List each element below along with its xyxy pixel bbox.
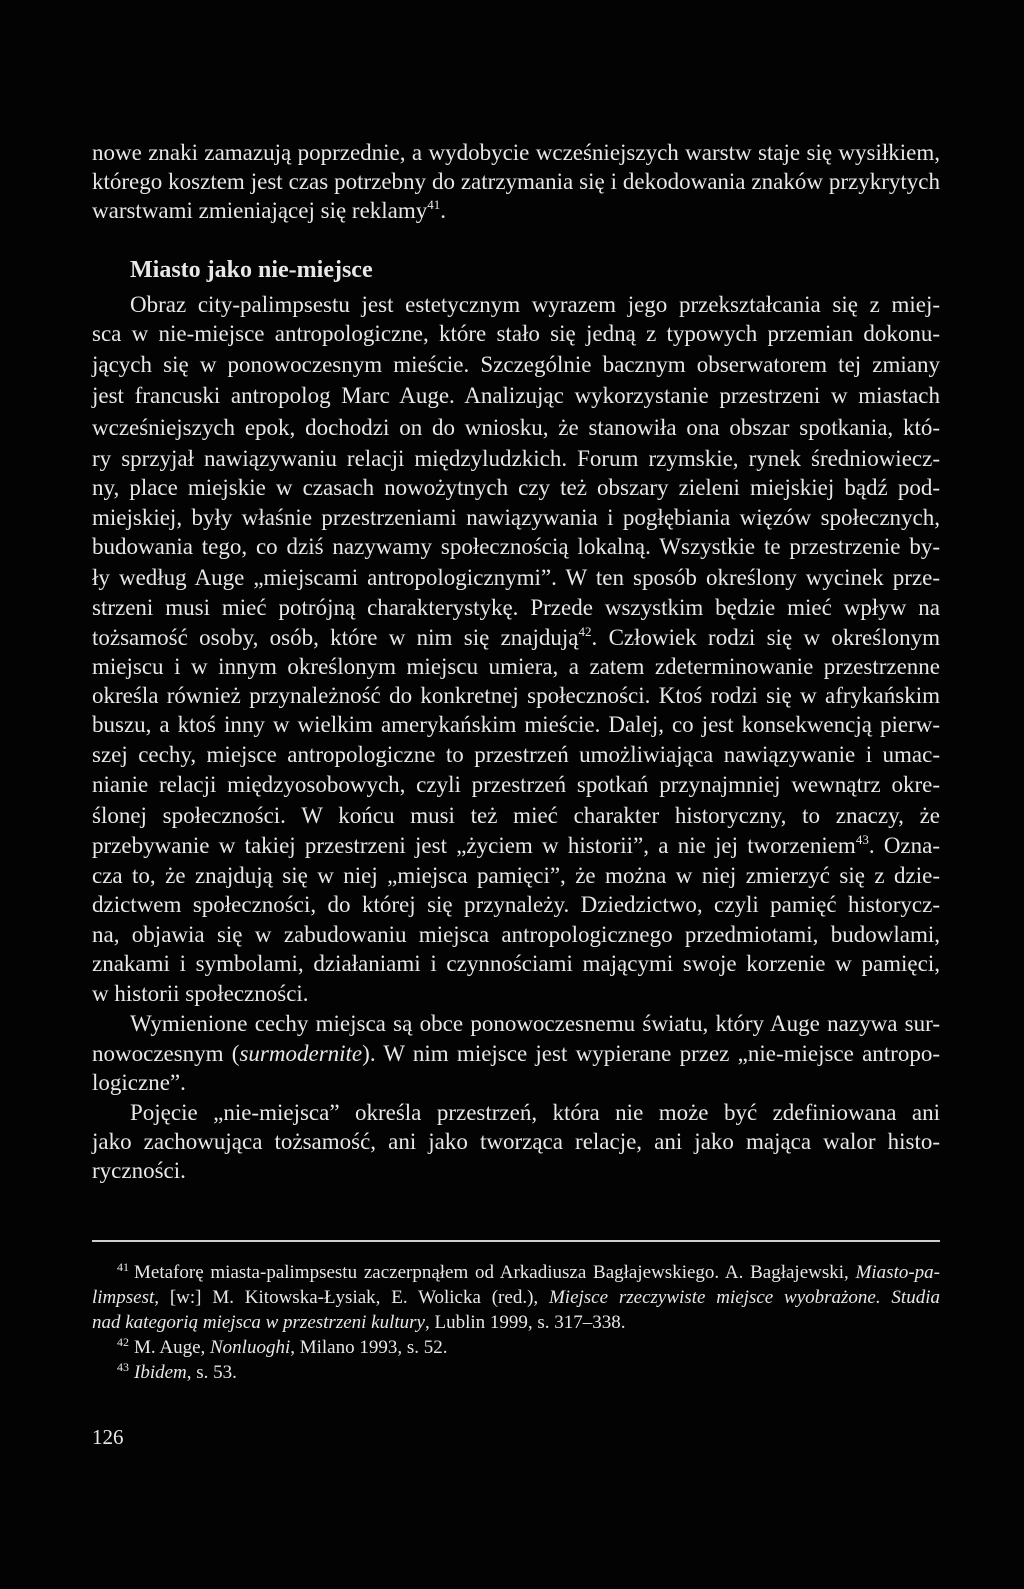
text-line: którego kosztem jest czas potrzebny do zatrzymania się i dekodowania znaków przykrytych [92, 169, 940, 194]
text-line [92, 831, 940, 861]
text-line: jako zachowująca tożsamość, ani jako tworząca relacje, ani jako mająca walor histo- [92, 1129, 940, 1154]
text-line: ny, place miejskie w czasach nowożytnych czy też obszary zieleni miejskiej bądź pod- [92, 475, 940, 500]
text-line: szej cechy, miejsce antropologiczne to przestrzeń umożliwiająca nawiązywanie i umac- [92, 742, 940, 767]
footnote-line [117, 1335, 940, 1360]
text-line: Wymienione cechy miejsca są obce ponowoczesnemu światu, który Auge nazywa sur- [130, 1011, 940, 1036]
footnote-ref: 43 [855, 832, 869, 847]
footnote-ref: 42 [578, 624, 592, 639]
footnote-ref: 41 [427, 197, 441, 212]
cited-title: Nonluoghi [210, 1337, 291, 1358]
text-line: miejscu i w innym określonym miejscu umiera, a zatem zdeterminowanie przestrzenne [92, 654, 940, 679]
text-line: w historii społeczności. [92, 981, 309, 1006]
footnote-number: 43 [117, 1360, 129, 1374]
text-line: ryczności. [92, 1158, 186, 1183]
footnote-line [117, 1360, 940, 1385]
text-line: miejskiej, były właśnie przestrzeniami nawiązywania i pogłębiania więzów społecznych, [92, 505, 940, 530]
text-line: określa również przynależność do konkretnej społeczności. Ktoś rodzi się w afrykańskim [92, 683, 940, 708]
cited-title: Ibidem [134, 1362, 187, 1383]
text-line: jest francuski antropolog Marc Auge. Analizując wykorzystanie przestrzeni w miastach [92, 383, 940, 408]
text-line: na, objawia się w zabudowaniu miejsca antropologicznego przedmiotami, budowlami, [92, 922, 940, 947]
text-segment: , Lublin 1999, s. 317–338. [425, 1312, 626, 1333]
text-segment: . Człowiek rodzi się w określonym [591, 625, 940, 650]
section-heading: Miasto jako nie-miejsce [130, 257, 373, 283]
text-line: sca w nie-miejsce antropologiczne, które stało się jedną z typowych przemian dokonu- [92, 321, 940, 346]
text-line [92, 623, 940, 653]
text-line: ry sprzyjał nawiązywaniu relacji międzyludzkich. Forum rzymskie, rynek średniowiecz- [92, 446, 940, 471]
text-line: budowania tego, co dziś nazywamy społecznością lokalną. Wszystkie te przestrzenie by- [92, 534, 940, 559]
text-line: ślonej społeczności. W końcu musi też mieć charakter historyczny, to znaczy, że [92, 803, 940, 828]
text-segment: nowoczesnym ( [92, 1041, 240, 1066]
text-line [92, 1039, 940, 1069]
text-line: Obraz city-palimpsestu jest estetycznym wyrazem jego przekształcania się z miej- [130, 292, 940, 317]
text-line: nianie relacji międzyosobowych, czyli przestrzeń spotkań przynajmniej wewnątrz okre- [92, 772, 940, 797]
footnote-line [92, 1310, 940, 1335]
footnote-rule [92, 1240, 940, 1242]
text-line: strzeni musi mieć potrójną charakterystykę. Przede wszystkim będzie mieć wpływ na [92, 595, 940, 620]
text-segment: warstwami zmieniającej się reklamy [92, 198, 428, 223]
cited-title: Miejsce rzeczywiste miejsce wyobrażone. Studia [548, 1287, 940, 1308]
footnote-number: 42 [117, 1335, 129, 1349]
footnote-line [117, 1260, 940, 1285]
text-segment: . Ozna- [868, 833, 940, 858]
text-line: logiczne”. [92, 1070, 186, 1095]
text-line: znakami i symbolami, działaniami i czynnościami mającymi swoje korzenie w pamięci, [92, 951, 940, 976]
text-line: buszu, a ktoś inny w wielkim amerykańskim mieście. Dalej, co jest konsekwencją pierw- [92, 712, 940, 737]
text-segment: , s. 53. [186, 1362, 237, 1383]
text-line: cza to, że znajdują się w niej „miejsca pamięci”, że można w niej zmierzyć się z dzie- [92, 863, 940, 888]
cited-title: limpsest [92, 1287, 155, 1308]
text-line: ły według Auge „miejscami antropologicznymi”. W ten sposób określony wycinek prze- [92, 565, 940, 590]
italic-term: surmodernite [239, 1041, 363, 1066]
cited-title: nad kategorią miejsca w przestrzeni kultury [92, 1312, 425, 1333]
text-segment: . [440, 198, 447, 223]
page-number: 126 [92, 1425, 124, 1449]
text-segment: tożsamość osoby, osób, które w nim się znajdują [92, 625, 579, 650]
text-segment: , [w:] M. Kitowska-Łysiak, E. Wolicka (red.), [154, 1287, 549, 1308]
footnote-line [92, 1285, 940, 1310]
text-line: Pojęcie „nie-miejsca” określa przestrzeń, która nie może być zdefiniowana ani [130, 1100, 940, 1125]
cited-title: Miasto-pa- [855, 1262, 940, 1283]
text-line [92, 196, 940, 226]
text-segment: , Milano 1993, s. 52. [290, 1337, 448, 1358]
text-segment: Metaforę miasta-palimpsestu zaczerpnąłem od Arkadiusza Bagłajewskiego. A. Bagłajewski, [134, 1262, 856, 1283]
text-line: nowe znaki zamazują poprzednie, a wydobycie wcześniejszych warstw staje się wysiłkiem, [92, 140, 940, 165]
text-segment: M. Auge, [134, 1337, 210, 1358]
text-line: jących się w ponowoczesnym mieście. Szczególnie bacznym obserwatorem tej zmiany [92, 352, 940, 377]
text-segment: przebywanie w takiej przestrzeni jest „życiem w historii”, a nie jej tworzeniem [92, 833, 856, 858]
text-line: wcześniejszych epok, dochodzi on do wniosku, że stanowiła ona obszar spotkania, któ- [92, 415, 940, 440]
text-segment: ). W nim miejsce jest wypierane przez „nie-miejsce antropo- [362, 1041, 940, 1066]
text-line: dzictwem społeczności, do której się przynależy. Dziedzictwo, czyli pamięć historycz- [92, 892, 940, 917]
footnote-number: 41 [117, 1260, 129, 1274]
